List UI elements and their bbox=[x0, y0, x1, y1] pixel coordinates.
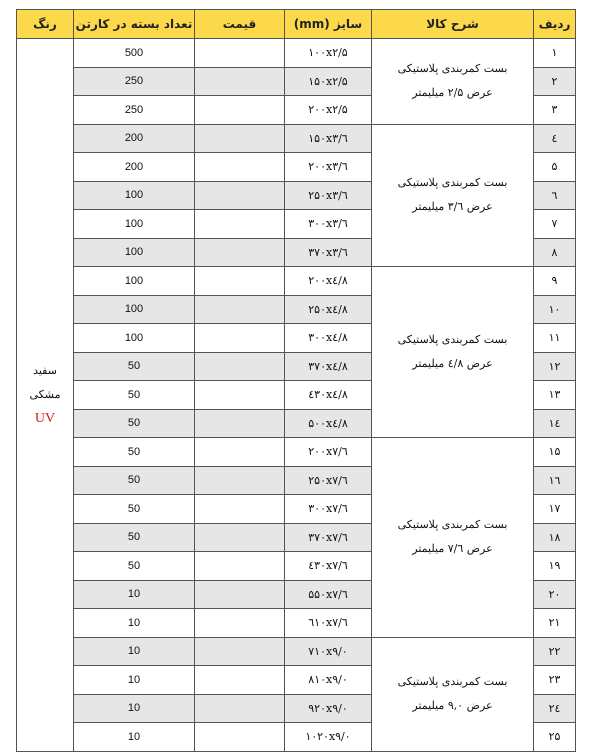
size-cell: ٨۱۰x۹/۰ bbox=[285, 666, 372, 695]
quantity-cell: 50 bbox=[74, 495, 195, 524]
row-number: ۱۹ bbox=[534, 552, 576, 581]
description-line-2: عرض ۷/٦ میلیمتر bbox=[412, 542, 493, 556]
row-number: ۱۷ bbox=[534, 495, 576, 524]
description-line-2: عرض ۹,۰ میلیمتر bbox=[412, 699, 493, 712]
table-row bbox=[17, 39, 576, 68]
header-quantity: تعداد بسته در کارتن bbox=[74, 10, 195, 39]
product-description bbox=[372, 438, 534, 638]
size-cell: ٤۳۰x۷/٦ bbox=[285, 552, 372, 581]
quantity-cell: 50 bbox=[74, 523, 195, 552]
row-number: ۲۰ bbox=[534, 580, 576, 609]
price-cell bbox=[195, 381, 285, 410]
row-number: ۹ bbox=[534, 267, 576, 296]
quantity-cell: 10 bbox=[74, 580, 195, 609]
size-cell: ۹۲۰x۹/۰ bbox=[285, 694, 372, 723]
row-number: ٨ bbox=[534, 238, 576, 267]
size-cell: ۳۷۰x۳/٦ bbox=[285, 238, 372, 267]
size-cell: ۵۵۰x۷/٦ bbox=[285, 580, 372, 609]
description-line-1: بست کمربندی پلاستیکی bbox=[397, 675, 508, 688]
price-cell bbox=[195, 324, 285, 353]
table-row bbox=[17, 438, 576, 467]
size-cell: ٦۱۰x۷/٦ bbox=[285, 609, 372, 638]
row-number: ۱۱ bbox=[534, 324, 576, 353]
quantity-cell: 200 bbox=[74, 153, 195, 182]
price-cell bbox=[195, 523, 285, 552]
row-number: ۵ bbox=[534, 153, 576, 182]
price-cell bbox=[195, 495, 285, 524]
size-cell: ۲۰۰x۳/٦ bbox=[285, 153, 372, 182]
quantity-cell: 50 bbox=[74, 438, 195, 467]
quantity-cell: 100 bbox=[74, 238, 195, 267]
row-number: ۱۲ bbox=[534, 352, 576, 381]
quantity-cell: 50 bbox=[74, 352, 195, 381]
price-cell bbox=[195, 238, 285, 267]
quantity-cell: 10 bbox=[74, 666, 195, 695]
price-cell bbox=[195, 39, 285, 68]
quantity-cell: 50 bbox=[74, 409, 195, 438]
size-cell: ۲۵۰x۷/٦ bbox=[285, 466, 372, 495]
size-cell: ٤۳۰x٤/٨ bbox=[285, 381, 372, 410]
description-line-1: بست کمربندی پلاستیکی bbox=[397, 518, 508, 532]
quantity-cell: 200 bbox=[74, 124, 195, 153]
quantity-cell: 10 bbox=[74, 723, 195, 752]
price-cell bbox=[195, 723, 285, 752]
row-number: ۱ bbox=[534, 39, 576, 68]
description-line-2: عرض ۲/۵ میلیمتر bbox=[412, 86, 493, 100]
row-number: ۱٨ bbox=[534, 523, 576, 552]
quantity-cell: 500 bbox=[74, 39, 195, 68]
description-line-1: بست کمربندی پلاستیکی bbox=[397, 176, 508, 190]
size-cell: ۲۵۰x٤/٨ bbox=[285, 295, 372, 324]
quantity-cell: 100 bbox=[74, 210, 195, 239]
row-number: ۲۵ bbox=[534, 723, 576, 752]
header-description: شرح کالا bbox=[372, 10, 534, 39]
price-cell bbox=[195, 295, 285, 324]
size-cell: ۲۰۰x۲/۵ bbox=[285, 96, 372, 125]
size-cell: ۷۱۰x۹/۰ bbox=[285, 637, 372, 666]
row-number: ۱۰ bbox=[534, 295, 576, 324]
header-row-number: ردیف bbox=[534, 10, 576, 39]
header-color: رنگ bbox=[17, 10, 74, 39]
row-number: ۱٤ bbox=[534, 409, 576, 438]
row-number: ۱۳ bbox=[534, 381, 576, 410]
quantity-cell: 100 bbox=[74, 267, 195, 296]
quantity-cell: 50 bbox=[74, 466, 195, 495]
quantity-cell: 50 bbox=[74, 381, 195, 410]
price-cell bbox=[195, 666, 285, 695]
product-description bbox=[372, 637, 534, 751]
color-cell bbox=[17, 39, 74, 752]
size-cell: ۳۰۰x۳/٦ bbox=[285, 210, 372, 239]
description-line-2: عرض ٤/٨ میلیمتر bbox=[412, 357, 493, 370]
price-cell bbox=[195, 580, 285, 609]
row-number: ۱٦ bbox=[534, 466, 576, 495]
quantity-cell: 100 bbox=[74, 324, 195, 353]
price-cell bbox=[195, 267, 285, 296]
quantity-cell: 100 bbox=[74, 181, 195, 210]
price-cell bbox=[195, 466, 285, 495]
price-cell bbox=[195, 67, 285, 96]
size-cell: ۲۰۰x۷/٦ bbox=[285, 438, 372, 467]
quantity-cell: 10 bbox=[74, 637, 195, 666]
price-cell bbox=[195, 438, 285, 467]
row-number: ۳ bbox=[534, 96, 576, 125]
price-cell bbox=[195, 96, 285, 125]
size-cell: ۱۰۲۰x۹/۰ bbox=[285, 723, 372, 752]
table-row bbox=[17, 637, 576, 666]
size-cell: ۵۰۰x٤/٨ bbox=[285, 409, 372, 438]
size-cell: ۲۰۰x٤/٨ bbox=[285, 267, 372, 296]
description-line-2: عرض ۳/٦ میلیمتر bbox=[412, 200, 493, 214]
price-table bbox=[16, 9, 576, 752]
row-number: ۱۵ bbox=[534, 438, 576, 467]
row-number: ٦ bbox=[534, 181, 576, 210]
header-price: قیمت bbox=[195, 10, 285, 39]
price-cell bbox=[195, 609, 285, 638]
price-cell bbox=[195, 409, 285, 438]
description-line-1: بست کمربندی پلاستیکی bbox=[397, 333, 508, 346]
product-description bbox=[372, 124, 534, 267]
quantity-cell: 50 bbox=[74, 552, 195, 581]
size-cell: ۱۵۰x۲/۵ bbox=[285, 67, 372, 96]
price-cell bbox=[195, 181, 285, 210]
table-body bbox=[17, 39, 576, 752]
size-cell: ۲۵۰x۳/٦ bbox=[285, 181, 372, 210]
price-cell bbox=[195, 637, 285, 666]
quantity-cell: 250 bbox=[74, 96, 195, 125]
row-number: ۲٤ bbox=[534, 694, 576, 723]
size-cell: ۱۰۰x۲/۵ bbox=[285, 39, 372, 68]
row-number: ۲ bbox=[534, 67, 576, 96]
price-cell bbox=[195, 210, 285, 239]
quantity-cell: 100 bbox=[74, 295, 195, 324]
size-cell: ۳۰۰x۷/٦ bbox=[285, 495, 372, 524]
price-cell bbox=[195, 694, 285, 723]
row-number: ٤ bbox=[534, 124, 576, 153]
row-number: ۲۱ bbox=[534, 609, 576, 638]
size-cell: ۳۰۰x٤/٨ bbox=[285, 324, 372, 353]
product-description bbox=[372, 39, 534, 125]
price-cell bbox=[195, 352, 285, 381]
quantity-cell: 10 bbox=[74, 609, 195, 638]
product-description bbox=[372, 267, 534, 438]
row-number: ۷ bbox=[534, 210, 576, 239]
quantity-cell: 10 bbox=[74, 694, 195, 723]
price-cell bbox=[195, 153, 285, 182]
table-row bbox=[17, 124, 576, 153]
color-black: مشکی bbox=[29, 387, 61, 401]
table-row bbox=[17, 267, 576, 296]
size-cell: ۳۷۰x۷/٦ bbox=[285, 523, 372, 552]
quantity-cell: 250 bbox=[74, 67, 195, 96]
header-row bbox=[17, 10, 576, 39]
row-number: ۲۳ bbox=[534, 666, 576, 695]
size-cell: ۳۷۰x٤/٨ bbox=[285, 352, 372, 381]
price-cell bbox=[195, 552, 285, 581]
description-line-1: بست کمربندی پلاستیکی bbox=[397, 62, 508, 76]
size-cell: ۱۵۰x۳/٦ bbox=[285, 124, 372, 153]
color-white: سفید bbox=[33, 363, 57, 377]
header-size: سایز (mm) bbox=[285, 10, 372, 39]
price-cell bbox=[195, 124, 285, 153]
row-number: ۲۲ bbox=[534, 637, 576, 666]
color-uv: UV bbox=[34, 410, 56, 426]
